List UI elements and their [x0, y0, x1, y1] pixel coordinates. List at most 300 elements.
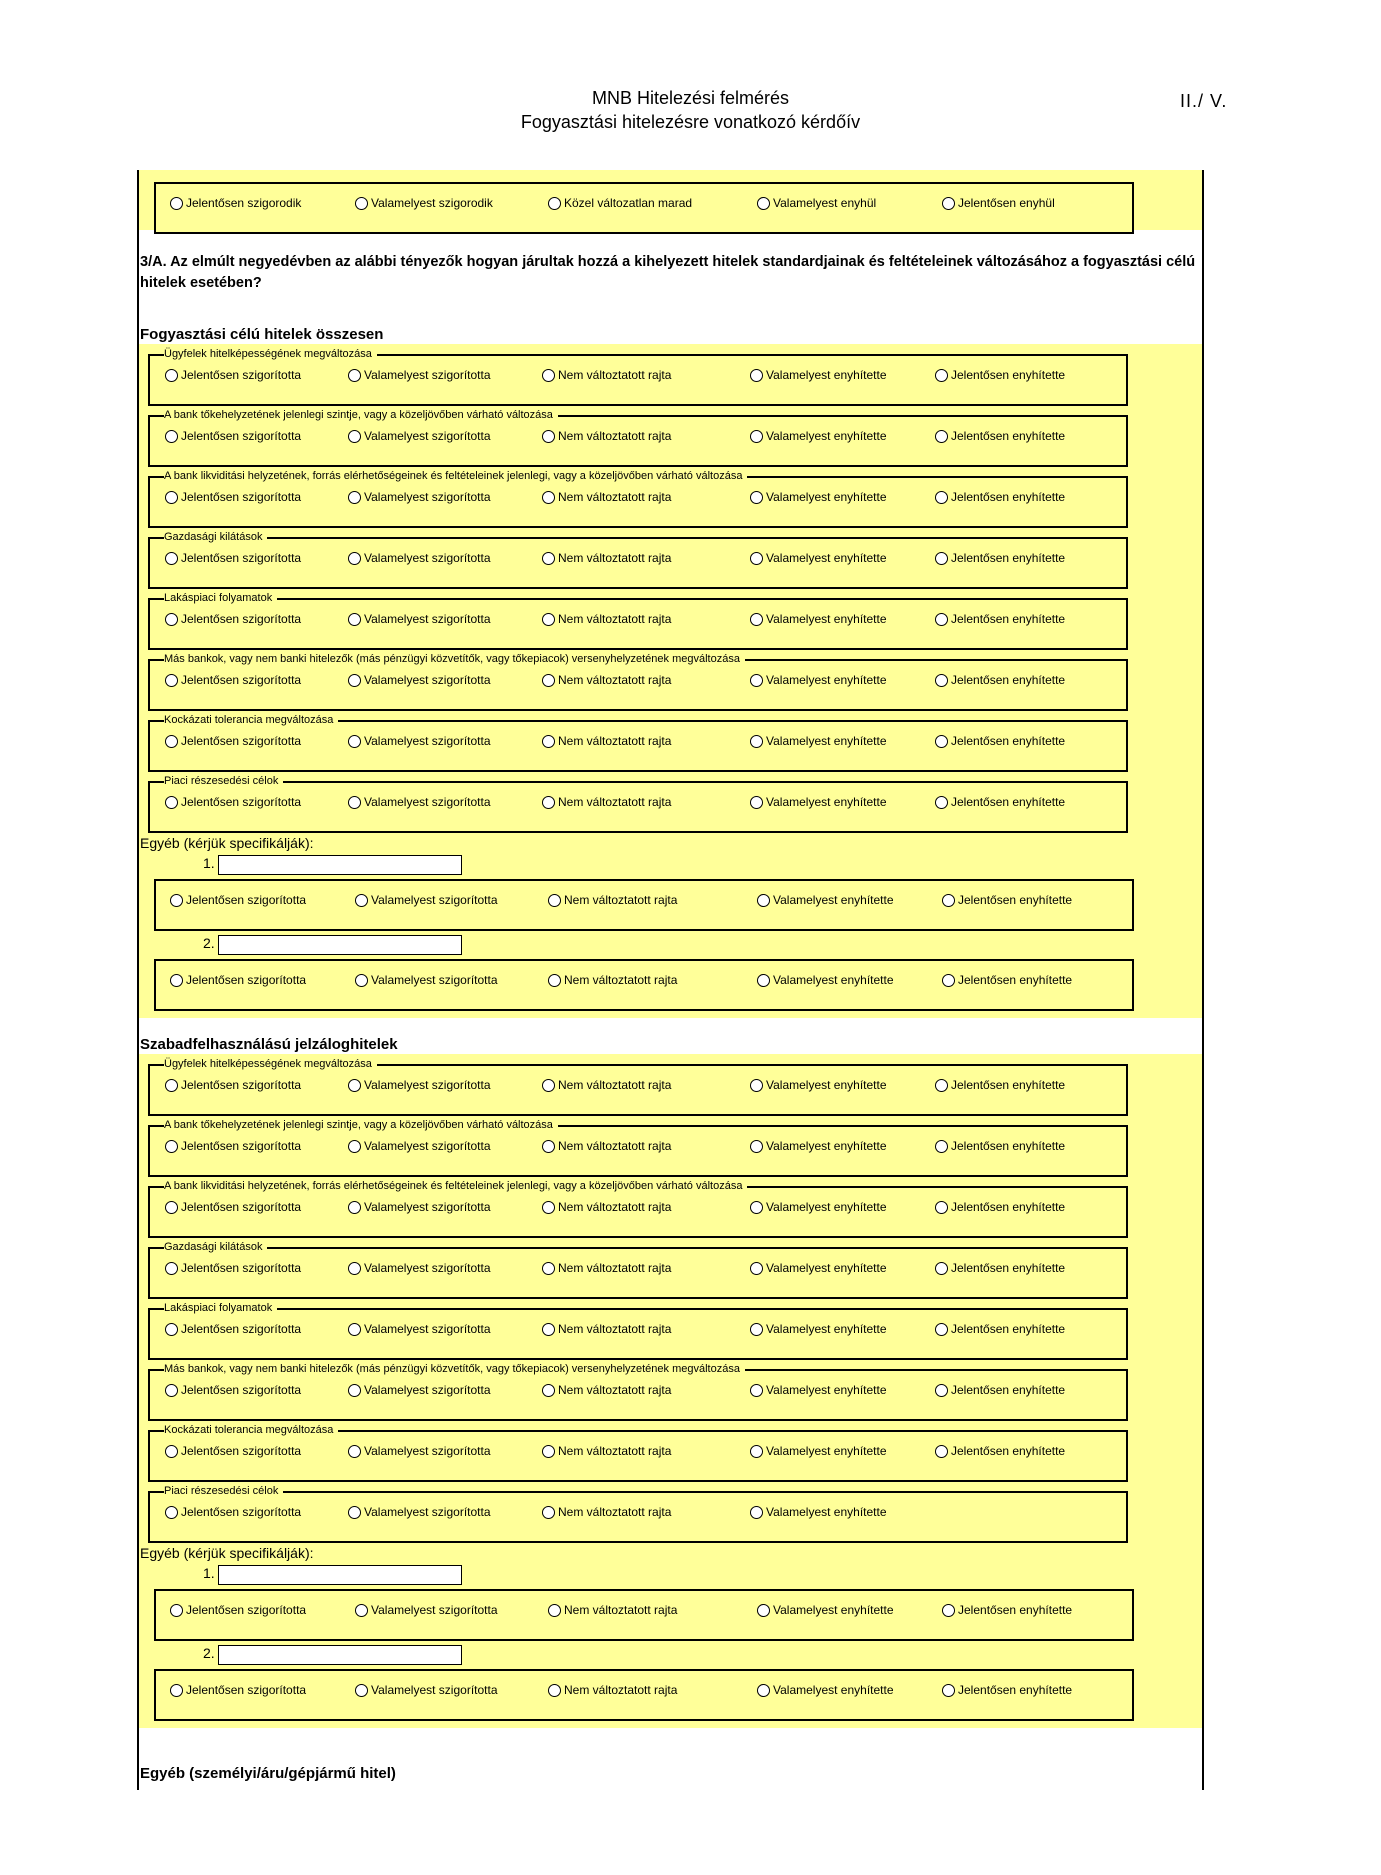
radio-circle[interactable] [750, 1445, 763, 1458]
radio-option[interactable] [165, 795, 301, 809]
radio-option[interactable] [935, 429, 1065, 443]
radio-label: Valamelyest enyhítette [766, 1078, 887, 1092]
radio-label: Jelentősen enyhítette [958, 1603, 1073, 1617]
right-border-line [1202, 170, 1204, 1790]
radio-option[interactable] [750, 1322, 887, 1336]
radio-label: Jelentősen enyhítette [958, 1683, 1073, 1697]
radio-option[interactable] [542, 1505, 671, 1519]
radio-circle[interactable] [548, 974, 561, 987]
radio-circle[interactable] [935, 552, 948, 565]
radio-option[interactable] [935, 368, 1065, 382]
radio-option[interactable] [165, 1322, 301, 1336]
radio-circle[interactable] [165, 491, 178, 504]
radio-circle[interactable] [542, 1140, 555, 1153]
radio-circle[interactable] [165, 1140, 178, 1153]
radio-option[interactable] [542, 795, 671, 809]
radio-option[interactable] [548, 1603, 677, 1617]
radio-circle[interactable] [542, 430, 555, 443]
radio-option[interactable] [348, 1200, 491, 1214]
radio-circle[interactable] [942, 894, 955, 907]
radio-option[interactable] [542, 1261, 671, 1275]
radio-option[interactable] [942, 1603, 1072, 1617]
radio-label: Valamelyest enyhítette [766, 1322, 887, 1336]
other-item-input[interactable] [218, 1565, 462, 1585]
radio-option[interactable] [750, 1261, 887, 1275]
radio-circle[interactable] [165, 1323, 178, 1336]
radio-circle[interactable] [757, 894, 770, 907]
radio-option[interactable] [935, 551, 1065, 565]
radio-circle[interactable] [942, 1684, 955, 1697]
radio-circle[interactable] [355, 974, 368, 987]
radio-circle[interactable] [165, 1445, 178, 1458]
radio-label: Jelentősen enyhítette [951, 673, 1066, 687]
other-specify-label: Egyéb (kérjük specifikálják): [140, 1545, 314, 1561]
radio-circle[interactable] [348, 552, 361, 565]
radio-circle[interactable] [355, 1684, 368, 1697]
radio-label: Nem változtatott rajta [558, 1505, 672, 1519]
radio-circle[interactable] [165, 369, 178, 382]
radio-label: Nem változtatott rajta [558, 1322, 672, 1336]
radio-circle[interactable] [165, 674, 178, 687]
radio-circle[interactable] [542, 796, 555, 809]
radio-option[interactable] [542, 1078, 671, 1092]
radio-option[interactable] [750, 1139, 887, 1153]
radio-circle[interactable] [935, 1323, 948, 1336]
radio-option[interactable] [165, 1078, 301, 1092]
page-number: II./ V. [1180, 91, 1228, 111]
radio-label: Jelentősen enyhítette [951, 1322, 1066, 1336]
radio-label: Jelentősen szigorította [181, 612, 302, 626]
radio-label: Jelentősen enyhítette [951, 551, 1066, 565]
other-loans-title: Egyéb (személyi/áru/gépjármű hitel) [140, 1765, 396, 1782]
radio-option[interactable] [355, 1683, 498, 1697]
factor-group [148, 1485, 1128, 1543]
radio-circle[interactable] [348, 1140, 361, 1153]
factor-legend: Kockázati tolerancia megváltozása [164, 1423, 338, 1437]
radio-option[interactable] [348, 1078, 491, 1092]
radio-option[interactable] [750, 795, 887, 809]
radio-circle[interactable] [935, 796, 948, 809]
radio-label: Jelentősen enyhítette [951, 612, 1066, 626]
radio-label: Jelentősen enyhítette [951, 429, 1066, 443]
radio-option[interactable] [935, 734, 1065, 748]
radio-circle[interactable] [170, 1684, 183, 1697]
factor-legend: Más bankok, vagy nem banki hitelezők (más pénzügyi közvetítők, vagy tőkepiacok) versenyhelyzetének megváltozása [164, 652, 745, 666]
section-title: Szabadfelhasználású jelzáloghitelek [140, 1036, 398, 1053]
radio-option[interactable] [348, 429, 491, 443]
radio-label: Nem változtatott rajta [558, 795, 672, 809]
radio-option[interactable] [548, 893, 677, 907]
radio-circle[interactable] [165, 613, 178, 626]
radio-circle[interactable] [750, 552, 763, 565]
radio-circle[interactable] [165, 1079, 178, 1092]
radio-option[interactable] [165, 734, 301, 748]
radio-label: Valamelyest szigorította [371, 973, 498, 987]
factor-group [148, 470, 1128, 528]
radio-option[interactable] [170, 1603, 306, 1617]
radio-label: Valamelyest enyhítette [773, 893, 894, 907]
radio-circle[interactable] [935, 1140, 948, 1153]
radio-option[interactable] [348, 368, 491, 382]
radio-option[interactable] [542, 429, 671, 443]
radio-option[interactable] [165, 551, 301, 565]
radio-option[interactable] [542, 734, 671, 748]
radio-circle[interactable] [165, 1201, 178, 1214]
radio-circle[interactable] [170, 894, 183, 907]
radio-label: Jelentősen szigorította [181, 1444, 302, 1458]
radio-option[interactable] [355, 893, 498, 907]
radio-label: Jelentősen szigorította [181, 795, 302, 809]
radio-option[interactable] [165, 1444, 301, 1458]
radio-option[interactable] [542, 1383, 671, 1397]
radio-label: Jelentősen enyhítette [951, 1078, 1066, 1092]
radio-option[interactable] [935, 490, 1065, 504]
radio-circle[interactable] [750, 1323, 763, 1336]
radio-option[interactable] [942, 893, 1072, 907]
factor-group [148, 592, 1128, 650]
radio-circle[interactable] [165, 1384, 178, 1397]
radio-circle[interactable] [750, 796, 763, 809]
radio-label: Nem változtatott rajta [558, 734, 672, 748]
radio-circle[interactable] [935, 735, 948, 748]
radio-circle[interactable] [348, 735, 361, 748]
radio-label: Valamelyest szigorította [364, 429, 491, 443]
radio-circle[interactable] [750, 1079, 763, 1092]
radio-option[interactable] [165, 1200, 301, 1214]
radio-label: Valamelyest szigorította [364, 1322, 491, 1336]
radio-circle[interactable] [170, 974, 183, 987]
radio-option[interactable] [935, 795, 1065, 809]
radio-option[interactable] [355, 1603, 498, 1617]
radio-option[interactable] [935, 1261, 1065, 1275]
radio-option[interactable] [348, 612, 491, 626]
radio-option[interactable] [165, 1383, 301, 1397]
radio-option[interactable] [757, 1683, 894, 1697]
radio-label: Közel változatlan marad [564, 196, 693, 210]
radio-option[interactable] [942, 973, 1072, 987]
radio-option[interactable] [355, 973, 498, 987]
radio-label: Valamelyest enyhítette [766, 1505, 887, 1519]
radio-circle[interactable] [750, 1140, 763, 1153]
radio-option[interactable] [757, 1603, 894, 1617]
radio-label: Valamelyest enyhítette [773, 1603, 894, 1617]
radio-option[interactable] [750, 1505, 887, 1519]
radio-option[interactable] [757, 973, 894, 987]
radio-circle[interactable] [348, 1201, 361, 1214]
radio-circle[interactable] [348, 369, 361, 382]
radio-circle[interactable] [542, 735, 555, 748]
radio-circle[interactable] [542, 613, 555, 626]
radio-option[interactable] [750, 1078, 887, 1092]
radio-label: Jelentősen enyhítette [951, 1383, 1066, 1397]
radio-label: Nem változtatott rajta [564, 973, 678, 987]
radio-circle[interactable] [542, 1079, 555, 1092]
factor-group [148, 775, 1128, 833]
radio-label: Jelentősen enyhítette [951, 1444, 1066, 1458]
radio-circle[interactable] [757, 1684, 770, 1697]
radio-option[interactable] [165, 1261, 301, 1275]
radio-circle[interactable] [542, 369, 555, 382]
radio-option[interactable] [757, 196, 876, 210]
outlook-radio-group [154, 182, 1134, 234]
radio-circle[interactable] [542, 1384, 555, 1397]
radio-circle[interactable] [935, 1262, 948, 1275]
radio-label: Valamelyest szigorította [364, 795, 491, 809]
radio-circle[interactable] [348, 1445, 361, 1458]
radio-option[interactable] [170, 196, 301, 210]
radio-circle[interactable] [750, 491, 763, 504]
radio-circle[interactable] [348, 1079, 361, 1092]
radio-circle[interactable] [542, 491, 555, 504]
radio-circle[interactable] [750, 674, 763, 687]
radio-option[interactable] [348, 1322, 491, 1336]
radio-circle[interactable] [348, 1506, 361, 1519]
radio-option[interactable] [165, 612, 301, 626]
radio-circle[interactable] [935, 1201, 948, 1214]
factor-legend: Piaci részesedési célok [164, 774, 283, 788]
factor-legend: A bank likviditási helyzetének, forrás elérhetőségeinek és feltételeinek jelenlegi, vagy a közeljövőben várható változása [164, 469, 747, 483]
other-item-input[interactable] [218, 855, 462, 875]
radio-option[interactable] [170, 973, 306, 987]
radio-circle[interactable] [165, 552, 178, 565]
radio-option[interactable] [757, 893, 894, 907]
radio-label: Jelentősen szigorította [181, 1261, 302, 1275]
radio-circle[interactable] [165, 796, 178, 809]
radio-label: Nem változtatott rajta [558, 1078, 672, 1092]
radio-label: Valamelyest enyhítette [773, 973, 894, 987]
radio-circle[interactable] [165, 1506, 178, 1519]
factor-legend: Lakáspiaci folyamatok [164, 591, 277, 605]
radio-option[interactable] [542, 612, 671, 626]
radio-circle[interactable] [935, 1384, 948, 1397]
radio-circle[interactable] [942, 197, 955, 210]
radio-label: Jelentősen szigorította [181, 734, 302, 748]
radio-label: Jelentősen szigorította [181, 429, 302, 443]
radio-option[interactable] [165, 368, 301, 382]
radio-option[interactable] [165, 490, 301, 504]
radio-label: Valamelyest szigorította [371, 893, 498, 907]
radio-option[interactable] [348, 1261, 491, 1275]
radio-circle[interactable] [348, 430, 361, 443]
section-title: Fogyasztási célú hitelek összesen [140, 326, 384, 343]
radio-option[interactable] [935, 1078, 1065, 1092]
radio-option[interactable] [750, 1200, 887, 1214]
radio-circle[interactable] [348, 613, 361, 626]
radio-option[interactable] [750, 1444, 887, 1458]
radio-label: Valamelyest enyhítette [766, 673, 887, 687]
radio-circle[interactable] [542, 1201, 555, 1214]
radio-circle[interactable] [548, 894, 561, 907]
radio-option[interactable] [942, 196, 1055, 210]
radio-option[interactable] [348, 1383, 491, 1397]
radio-label: Jelentősen szigorodik [186, 196, 302, 210]
factor-legend: Gazdasági kilátások [164, 1240, 267, 1254]
radio-label: Valamelyest enyhítette [766, 1139, 887, 1153]
radio-circle[interactable] [935, 491, 948, 504]
radio-circle[interactable] [750, 1262, 763, 1275]
radio-circle[interactable] [935, 674, 948, 687]
radio-circle[interactable] [757, 197, 770, 210]
radio-option[interactable] [542, 368, 671, 382]
radio-option[interactable] [548, 973, 677, 987]
radio-circle[interactable] [542, 1506, 555, 1519]
radio-option[interactable] [348, 1444, 491, 1458]
radio-label: Valamelyest szigorította [364, 1505, 491, 1519]
radio-option[interactable] [548, 196, 692, 210]
radio-option[interactable] [165, 1505, 301, 1519]
radio-option[interactable] [548, 1683, 677, 1697]
radio-label: Valamelyest szigorodik [371, 196, 493, 210]
radio-label: Jelentősen enyhítette [951, 1139, 1066, 1153]
radio-option[interactable] [348, 795, 491, 809]
radio-option[interactable] [542, 1444, 671, 1458]
radio-option[interactable] [750, 368, 887, 382]
radio-label: Jelentősen szigorította [181, 1322, 302, 1336]
radio-circle[interactable] [542, 1445, 555, 1458]
radio-label: Valamelyest enyhítette [766, 612, 887, 626]
radio-circle[interactable] [942, 974, 955, 987]
radio-option[interactable] [750, 429, 887, 443]
radio-label: Jelentősen szigorította [181, 1505, 302, 1519]
radio-option[interactable] [935, 1383, 1065, 1397]
radio-option[interactable] [935, 612, 1065, 626]
radio-option[interactable] [542, 1139, 671, 1153]
radio-option[interactable] [750, 1383, 887, 1397]
factor-group [148, 1180, 1128, 1238]
radio-option[interactable] [165, 429, 301, 443]
radio-option[interactable] [750, 673, 887, 687]
radio-label: Jelentősen szigorította [181, 551, 302, 565]
radio-option[interactable] [542, 1200, 671, 1214]
radio-option[interactable] [935, 1322, 1065, 1336]
radio-option[interactable] [170, 893, 306, 907]
radio-circle[interactable] [542, 1262, 555, 1275]
radio-circle[interactable] [757, 974, 770, 987]
radio-label: Valamelyest enyhítette [766, 795, 887, 809]
radio-option[interactable] [935, 1444, 1065, 1458]
radio-option[interactable] [935, 1200, 1065, 1214]
radio-label: Jelentősen enyhítette [951, 1200, 1066, 1214]
radio-label: Valamelyest enyhítette [766, 368, 887, 382]
factor-legend: Ügyfelek hitelképességének megváltozása [164, 347, 377, 361]
radio-circle[interactable] [942, 1604, 955, 1617]
radio-option[interactable] [935, 673, 1065, 687]
factor-group [148, 409, 1128, 467]
radio-circle[interactable] [355, 1604, 368, 1617]
radio-circle[interactable] [935, 613, 948, 626]
factor-group [148, 1058, 1128, 1116]
radio-circle[interactable] [165, 430, 178, 443]
radio-circle[interactable] [548, 1684, 561, 1697]
radio-circle[interactable] [750, 613, 763, 626]
radio-option[interactable] [750, 734, 887, 748]
radio-option[interactable] [165, 673, 301, 687]
radio-option[interactable] [750, 612, 887, 626]
radio-circle[interactable] [542, 674, 555, 687]
radio-label: Jelentősen szigorította [181, 1078, 302, 1092]
radio-circle[interactable] [170, 197, 183, 210]
radio-option[interactable] [942, 1683, 1072, 1697]
factor-group [148, 1424, 1128, 1482]
radio-option[interactable] [542, 673, 671, 687]
other-item-radio-group [154, 959, 1134, 1011]
radio-option[interactable] [348, 1505, 491, 1519]
radio-circle[interactable] [348, 796, 361, 809]
radio-circle[interactable] [935, 1445, 948, 1458]
radio-label: Valamelyest enyhítette [773, 1683, 894, 1697]
radio-circle[interactable] [750, 430, 763, 443]
radio-option[interactable] [165, 1139, 301, 1153]
radio-option[interactable] [348, 551, 491, 565]
radio-circle[interactable] [750, 369, 763, 382]
radio-option[interactable] [348, 490, 491, 504]
radio-circle[interactable] [348, 491, 361, 504]
factor-group [148, 1302, 1128, 1360]
radio-circle[interactable] [750, 1201, 763, 1214]
radio-option[interactable] [355, 196, 493, 210]
radio-circle[interactable] [165, 735, 178, 748]
radio-option[interactable] [542, 490, 671, 504]
factor-legend: A bank tőkehelyzetének jelenlegi szintje, vagy a közeljövőben várható változása [164, 1118, 558, 1132]
radio-label: Valamelyest enyhítette [766, 1261, 887, 1275]
other-item-input[interactable] [218, 935, 462, 955]
radio-label: Jelentősen enyhítette [951, 490, 1066, 504]
radio-circle[interactable] [548, 197, 561, 210]
radio-circle[interactable] [348, 1262, 361, 1275]
radio-circle[interactable] [542, 552, 555, 565]
radio-option[interactable] [935, 1139, 1065, 1153]
radio-label: Jelentősen szigorította [181, 1139, 302, 1153]
radio-option[interactable] [542, 1322, 671, 1336]
radio-circle[interactable] [542, 1323, 555, 1336]
radio-option[interactable] [348, 673, 491, 687]
radio-option[interactable] [170, 1683, 306, 1697]
radio-circle[interactable] [170, 1604, 183, 1617]
radio-label: Jelentősen szigorította [186, 893, 307, 907]
radio-circle[interactable] [750, 735, 763, 748]
factor-group [148, 1241, 1128, 1299]
factor-group [148, 1119, 1128, 1177]
other-item-radio-group [154, 1669, 1134, 1721]
radio-option[interactable] [750, 490, 887, 504]
radio-option[interactable] [542, 551, 671, 565]
radio-circle[interactable] [165, 1262, 178, 1275]
radio-circle[interactable] [757, 1604, 770, 1617]
radio-option[interactable] [348, 1139, 491, 1153]
other-item-input[interactable] [218, 1645, 462, 1665]
radio-circle[interactable] [935, 1079, 948, 1092]
radio-label: Jelentősen szigorította [186, 1683, 307, 1697]
radio-option[interactable] [750, 551, 887, 565]
radio-label: Valamelyest szigorította [364, 490, 491, 504]
radio-circle[interactable] [750, 1384, 763, 1397]
radio-label: Valamelyest enyhítette [766, 1444, 887, 1458]
radio-circle[interactable] [348, 1384, 361, 1397]
radio-label: Jelentősen szigorította [181, 490, 302, 504]
radio-circle[interactable] [935, 430, 948, 443]
radio-circle[interactable] [548, 1604, 561, 1617]
radio-circle[interactable] [348, 674, 361, 687]
radio-circle[interactable] [750, 1506, 763, 1519]
radio-circle[interactable] [935, 369, 948, 382]
radio-circle[interactable] [355, 894, 368, 907]
radio-circle[interactable] [355, 197, 368, 210]
radio-option[interactable] [348, 734, 491, 748]
radio-label: Nem változtatott rajta [564, 1683, 678, 1697]
radio-circle[interactable] [348, 1323, 361, 1336]
radio-label: Valamelyest szigorította [364, 673, 491, 687]
radio-label: Jelentősen enyhítette [951, 795, 1066, 809]
